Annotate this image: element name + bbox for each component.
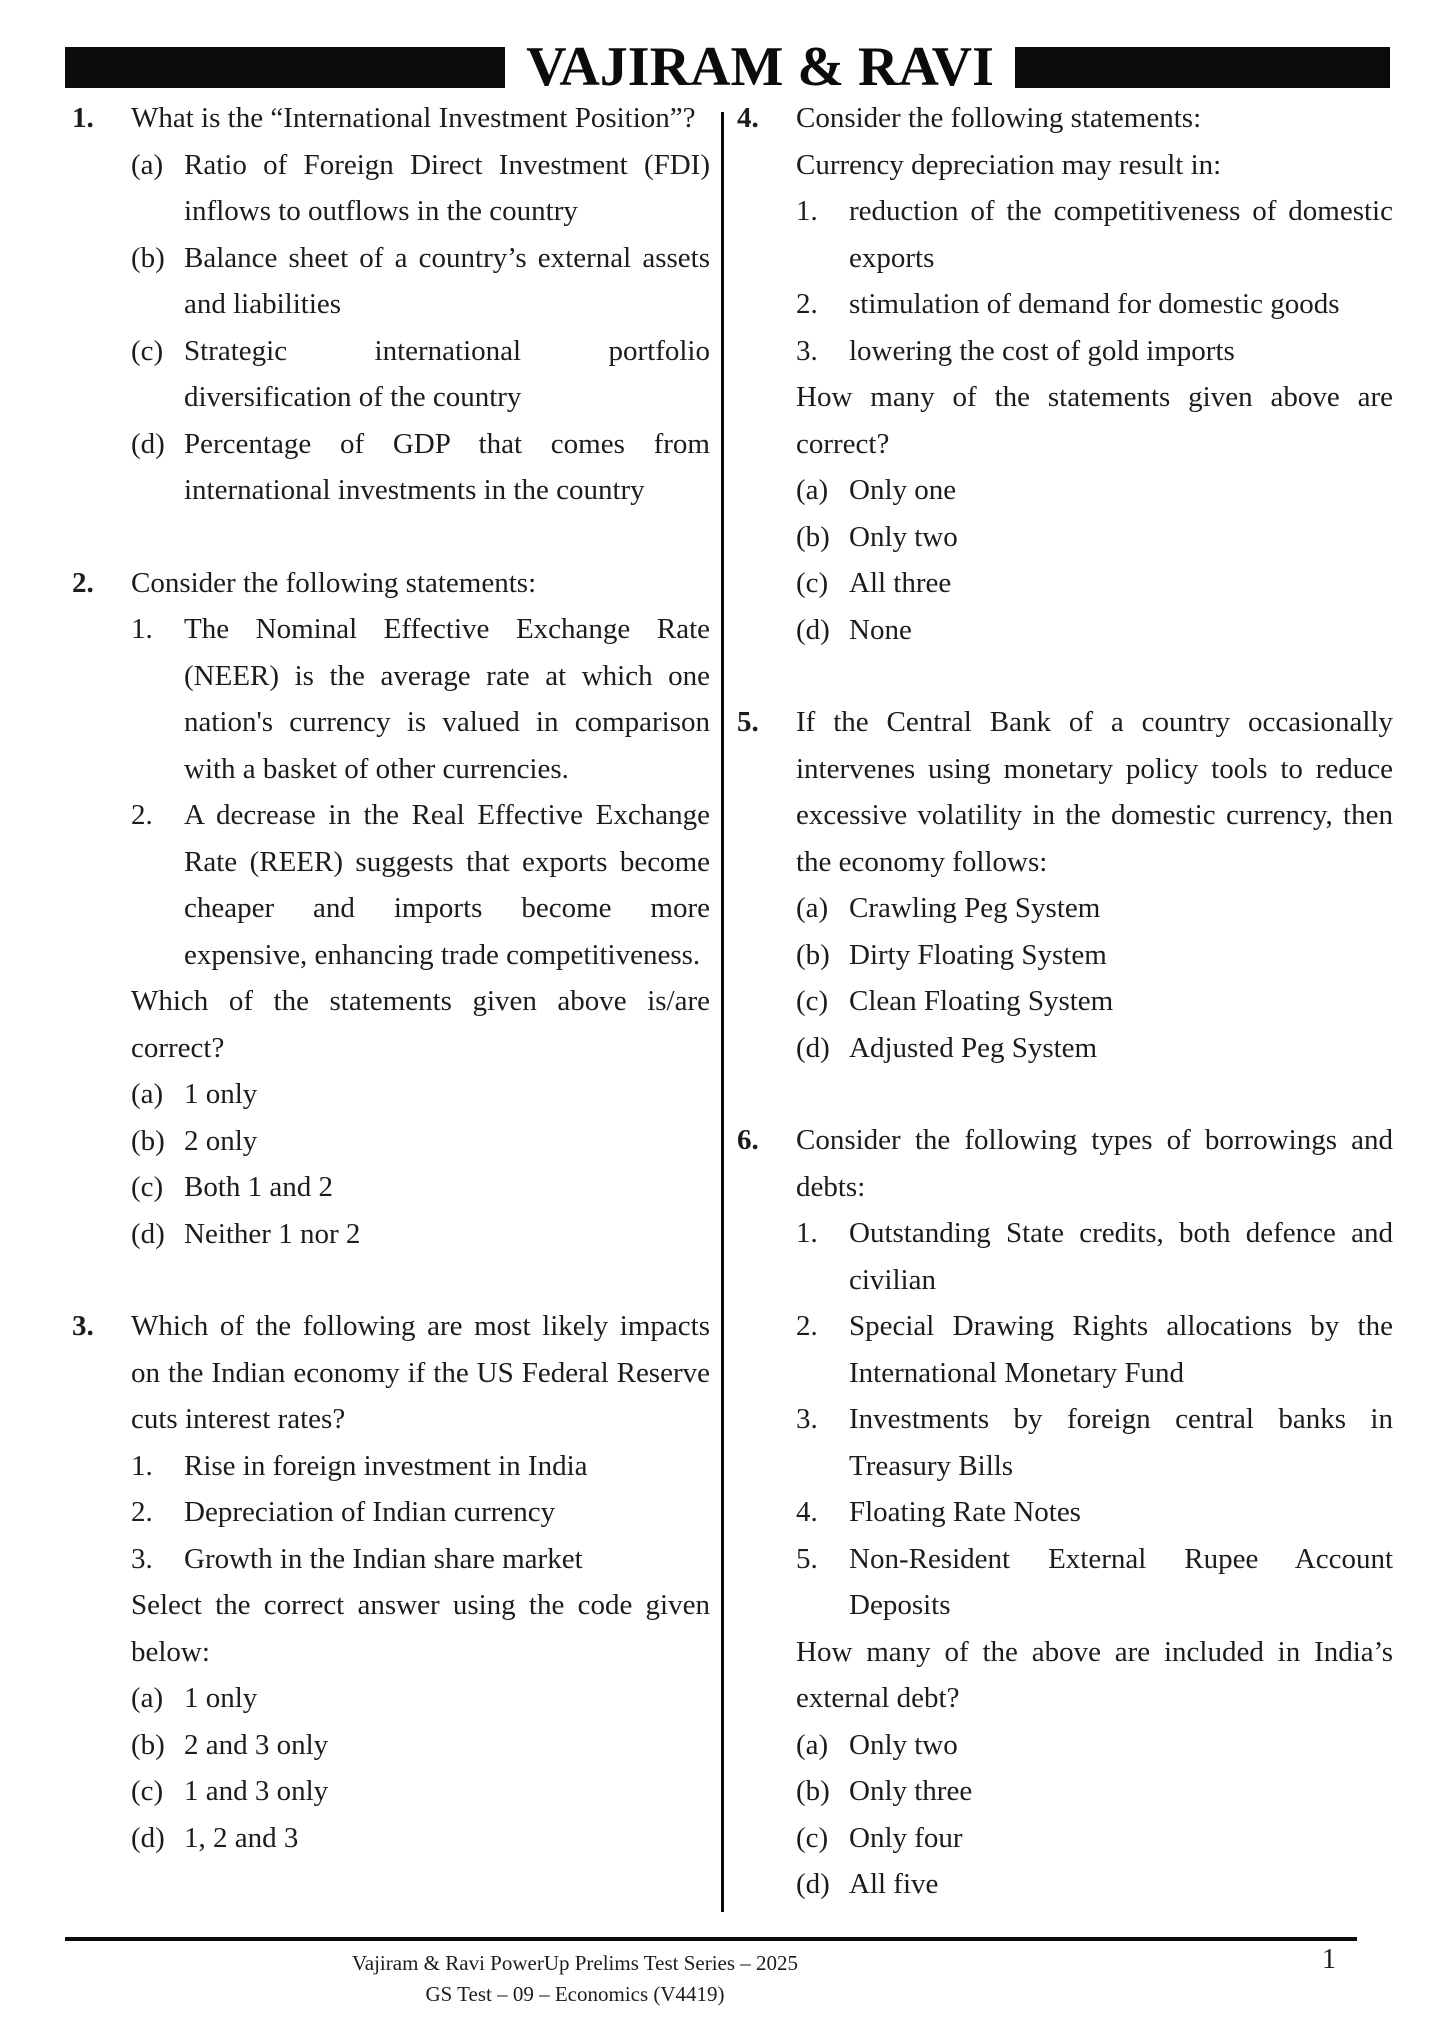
statement-text: A decrease in the Real Effective Exchange Rate (REER) suggests that exports become cheaper and imports become more expensive, enhancing trade competitiveness. [184, 799, 710, 971]
statement-text: Floating Rate Notes [849, 1496, 1081, 1528]
option-label: (b) [796, 938, 830, 971]
option-text: Dirty Floating System [849, 938, 1107, 971]
option-label: (a) [131, 1682, 164, 1714]
statement-text: Non-Resident External Rupee Account Deposits [849, 1542, 1393, 1621]
right-column [737, 95, 1393, 1954]
header-bar-right [1015, 47, 1390, 88]
option-item [796, 932, 1393, 979]
statement-number: 1. [796, 1217, 818, 1249]
option-item [796, 514, 1393, 561]
statement-item [796, 1536, 1393, 1629]
header [65, 36, 1390, 98]
statement-item [796, 188, 1393, 281]
question-number: 4. [737, 102, 759, 134]
option-item [131, 1211, 710, 1258]
option-item [796, 560, 1393, 607]
option-item [131, 1164, 710, 1211]
question-paragraph: What is the “International Investment Position”? [131, 102, 696, 134]
question-body [131, 1303, 710, 1861]
option-label: (b) [796, 520, 830, 553]
option-text: All three [849, 567, 952, 599]
statement-text: Special Drawing Rights allocations by the International Monetary Fund [849, 1310, 1393, 1389]
option-label: (c) [131, 1775, 164, 1807]
question-paragraph: How many of the above are included in India’s external debt? [796, 1635, 1393, 1714]
statement-text: Outstanding State credits, both defence and civilian [849, 1217, 1393, 1296]
option-item [131, 142, 710, 235]
question [737, 1117, 1393, 1908]
option-text: Strategic international portfolio diversification of the country [184, 334, 710, 413]
statement-text: The Nominal Effective Exchange Rate (NEER) is the average rate at which one nation's currency is valued in comparison with a basket of other currencies. [184, 613, 710, 785]
option-label: (a) [131, 1078, 164, 1110]
statement-item [796, 1396, 1393, 1489]
option-label: (b) [131, 1124, 165, 1157]
question-paragraph: How many of the statements given above are correct? [796, 381, 1393, 460]
statement-number: 1. [131, 613, 153, 645]
option-label: (b) [796, 1775, 830, 1807]
question-paragraph: If the Central Bank of a country occasionally intervenes using monetary policy tools to reduce excessive volatility in the domestic currency, then the economy follows: [796, 706, 1393, 878]
statement-number: 2. [131, 1496, 153, 1528]
statement-number: 3. [796, 1403, 818, 1435]
statement-text: lowering the cost of gold imports [849, 334, 1235, 367]
option-text: 1 only [184, 1078, 258, 1110]
option-item [796, 467, 1393, 514]
question-number: 6. [737, 1124, 759, 1156]
statement-item [796, 1210, 1393, 1303]
option-label: (a) [796, 474, 829, 506]
option-text: Percentage of GDP that comes from international investments in the country [184, 427, 710, 506]
option-text: 2 only [184, 1124, 258, 1157]
header-bar-left [65, 47, 505, 88]
option-text: Ratio of Foreign Direct Investment (FDI) inflows to outflows in the country [184, 148, 710, 227]
option-text: Only three [849, 1775, 973, 1807]
statement-item [796, 328, 1393, 375]
option-item [131, 1675, 710, 1722]
page-number: 1 [1322, 1944, 1336, 1975]
option-label: (d) [796, 1868, 830, 1900]
option-label: (c) [796, 567, 829, 599]
question-number: 5. [737, 706, 759, 738]
option-item [131, 328, 710, 421]
question [72, 1303, 710, 1861]
statement-item [131, 792, 710, 978]
statement-item [131, 1443, 710, 1490]
statement-text: Growth in the Indian share market [184, 1542, 583, 1575]
option-label: (d) [131, 1821, 165, 1854]
option-item [796, 1025, 1393, 1072]
question-number: 2. [72, 566, 94, 599]
question-paragraph: Consider the following types of borrowings and debts: [796, 1124, 1393, 1203]
option-text: Both 1 and 2 [184, 1171, 334, 1203]
option-text: 1 and 3 only [184, 1775, 329, 1807]
question-paragraph: Currency depreciation may result in: [796, 148, 1222, 181]
option-label: (c) [131, 1171, 164, 1203]
option-label: (d) [131, 1217, 165, 1250]
option-label: (a) [796, 892, 829, 924]
option-item [796, 1815, 1393, 1862]
statement-text: Depreciation of Indian currency [184, 1496, 556, 1528]
option-label: (c) [796, 1821, 829, 1854]
left-column [72, 95, 710, 1907]
question-body [796, 95, 1393, 653]
question-paragraph: Which of the following are most likely impacts on the Indian economy if the US Federal Reserve cuts interest rates? [131, 1310, 710, 1435]
statement-item [131, 606, 710, 792]
option-item [131, 1815, 710, 1862]
statement-number: 1. [796, 195, 818, 227]
option-label: (d) [131, 427, 165, 460]
statement-number: 1. [131, 1449, 153, 1482]
page-title: VAJIRAM & RAVI [526, 36, 994, 98]
option-item [131, 1071, 710, 1118]
statement-text: reduction of the competitiveness of domestic exports [849, 195, 1393, 274]
question-body [796, 699, 1393, 1071]
statement-number: 3. [131, 1542, 153, 1575]
option-label: (c) [131, 334, 164, 367]
question [72, 560, 710, 1258]
option-text: All five [849, 1868, 939, 1900]
option-item [796, 885, 1393, 932]
question-body [796, 1117, 1393, 1908]
statement-number: 2. [796, 1310, 818, 1342]
option-text: Adjusted Peg System [849, 1031, 1098, 1064]
option-item [796, 1768, 1393, 1815]
question [737, 95, 1393, 653]
footer-line-2: GS Test – 09 – Economics (V4419) [425, 1982, 725, 2006]
option-label: (a) [796, 1728, 829, 1761]
option-text: Neither 1 nor 2 [184, 1217, 361, 1250]
statement-text: stimulation of demand for domestic goods [849, 288, 1340, 320]
statement-number: 5. [796, 1542, 818, 1575]
question-paragraph: Consider the following statements: [796, 102, 1202, 134]
question-paragraph: Which of the statements given above is/are correct? [131, 985, 710, 1064]
option-item [796, 1722, 1393, 1769]
question-paragraph: Consider the following statements: [131, 566, 537, 599]
option-text: Only four [849, 1821, 963, 1854]
question-body [131, 560, 710, 1258]
option-item [131, 1768, 710, 1815]
option-text: 1 only [184, 1682, 258, 1714]
question-body [131, 95, 710, 514]
option-text: Clean Floating System [849, 985, 1114, 1017]
statement-number: 3. [796, 334, 818, 367]
option-item [131, 421, 710, 514]
option-label: (c) [796, 985, 829, 1017]
statement-text: Investments by foreign central banks in Treasury Bills [849, 1403, 1393, 1482]
question-paragraph: Select the correct answer using the code given below: [131, 1589, 710, 1668]
statement-item [131, 1536, 710, 1583]
option-item [131, 235, 710, 328]
option-item [796, 607, 1393, 654]
option-text: Crawling Peg System [849, 892, 1101, 924]
option-text: Only one [849, 474, 957, 506]
option-text: Only two [849, 520, 958, 553]
option-label: (d) [796, 1031, 830, 1064]
footer-rule [65, 1937, 1357, 1941]
option-label: (d) [796, 613, 830, 646]
statement-number: 2. [796, 288, 818, 320]
statement-number: 2. [131, 799, 153, 831]
question [72, 95, 710, 514]
statement-text: Rise in foreign investment in India [184, 1449, 588, 1482]
question-number: 1. [72, 102, 94, 134]
option-text: Balance sheet of a country’s external assets and liabilities [184, 241, 710, 320]
statement-item [796, 1489, 1393, 1536]
question [737, 699, 1393, 1071]
option-item [796, 978, 1393, 1025]
statement-item [131, 1489, 710, 1536]
statement-item [796, 281, 1393, 328]
option-text: None [849, 613, 912, 646]
option-item [131, 1118, 710, 1165]
statement-number: 4. [796, 1496, 818, 1528]
option-text: Only two [849, 1728, 958, 1761]
option-label: (b) [131, 241, 165, 274]
footer-line-1: Vajiram & Ravi PowerUp Prelims Test Series – 2025 [351, 1951, 799, 1975]
footer [65, 1948, 1085, 2010]
option-item [796, 1861, 1393, 1908]
option-label: (b) [131, 1728, 165, 1761]
option-text: 1, 2 and 3 [184, 1821, 299, 1854]
option-text: 2 and 3 only [184, 1728, 329, 1761]
column-divider [721, 112, 724, 1912]
option-item [131, 1722, 710, 1769]
question-number: 3. [72, 1310, 94, 1342]
option-label: (a) [131, 148, 164, 181]
statement-item [796, 1303, 1393, 1396]
